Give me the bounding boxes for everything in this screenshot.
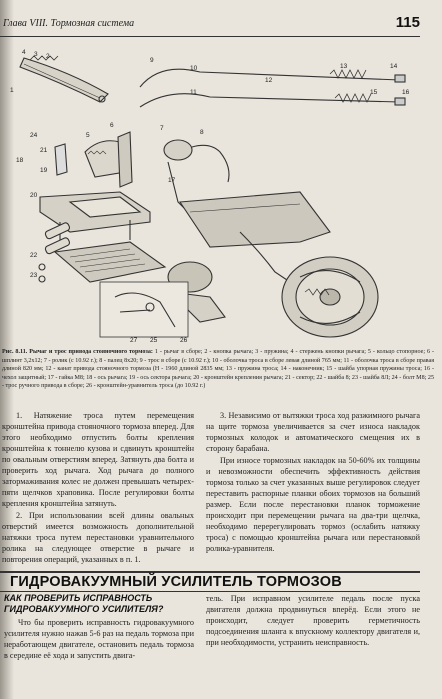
section-title: ГИДРОВАКУУМНЫЙ УСИЛИТЕЛЬ ТОРМОЗОВ bbox=[10, 574, 342, 590]
page-header bbox=[0, 14, 420, 37]
figure-label: 20 bbox=[30, 192, 38, 199]
caption-title: Рис. 8.11. Рычаг и трос привода стояночного тормоза: bbox=[2, 349, 153, 355]
section-header bbox=[0, 571, 420, 592]
figure-label: 22 bbox=[30, 252, 38, 259]
figure-label: 17 bbox=[168, 177, 176, 184]
figure-label: 8 bbox=[200, 129, 204, 136]
paragraph: При износе тормозных накладок на 50-60% их толщины и невозможности обеспечить эффективность действия тормоза только за счет указанных выше регулировок следует переставить распорные планки обоих тормозов на больший размер. Если после перестановки планок торможение происходит при перемещении рычага на два-три щелчка, необходимо перерегулировать тормоз (ослабить натяжку троса) с помощью кронштейна рычага или перестановкой ролика-уравнителя. bbox=[206, 456, 420, 553]
figure-label: 2 bbox=[46, 53, 50, 60]
figure-label: 7 bbox=[160, 125, 164, 132]
caption-text: 1 - рычаг в сборе; 2 - кнопка рычага; 3 - пружина; 4 - стержень кнопки рычага; 5 - кольцо стопорное; 6 - шплинт 3,2х12; 7 - ролик (с 10.92 г.); 8 - палец 8х20; 9 - трос в сборе (с 10.92 г.); 10 - оболочка троса в сборе левая длиной 765 мм; 11 - оболочка троса в сборе правая длиной 820 мм; 12 - канат привода стояночного тормоза (Н - 1960 длиной 2835 мм; 13 - пружина троса; 14 - наконечник; 15 - шайба упорная пружины троса; 16 - чехол защитный; 17 - гайка М8; 18 - ось рычага; 19 - ось сектора рычага; 20 - кронштейн крепления рычага; 21 - сектор; 22 - шайба 8; 23 - шайба 8Л; 24 - болт М8; 25 - трос ручного привода в сборе; 26 - кронштейн-уравнитель троса (до 10.92 г.) bbox=[2, 349, 435, 390]
figure-label: 18 bbox=[16, 157, 24, 164]
left-column bbox=[2, 410, 194, 566]
figure-label: 23 bbox=[30, 272, 38, 279]
figure-label: 19 bbox=[40, 167, 48, 174]
page-number: 115 bbox=[395, 14, 420, 31]
figure-label: 10 bbox=[190, 65, 198, 72]
figure-label: 24 bbox=[30, 132, 38, 139]
figure-label: 25 bbox=[150, 337, 158, 344]
section-right-text bbox=[206, 593, 420, 648]
figure-label: 21 bbox=[40, 147, 48, 154]
chapter-title: Глава VIII. Тормозная система bbox=[3, 18, 135, 29]
figure-label: 4 bbox=[22, 49, 26, 56]
figure-label: 14 bbox=[390, 63, 398, 70]
paragraph: 3. Независимо от вытяжки троса ход разжимного рычага на щите тормоза увеличивается за счет износа накладок тормозных колодок и автоматического смещения их в сторону барабана. bbox=[206, 411, 420, 453]
paragraph: 2. При использовании всей длины овальных отверстий имеется возможность дополнительной натяжки троса путем перестановки уравнительного ролика на следующее отверстие в рычаге и повторения операций, указанных в п. 1. bbox=[2, 511, 194, 564]
figure-label: 11 bbox=[190, 89, 197, 96]
figure-label: 5 bbox=[86, 132, 90, 139]
paragraph: Что бы проверить исправность гидровакуумного усилителя нужно нажав 5-6 раз на педаль тормоза при неработающем двигателе, остановить педаль тормоза в середине её хода и запустить двига- bbox=[4, 618, 194, 660]
section-left-text bbox=[4, 617, 194, 661]
paragraph: тель. При исправном усилителе педаль после пуска двигателя должна продвинуться вперёд. Если этого не происходит, следует проверить герметичность подсоединения шланга к впускному коллектору двигателя и, при необходимости, устранить неисправность. bbox=[206, 594, 420, 647]
figure-label: 6 bbox=[110, 122, 114, 129]
figure-label: 1 bbox=[10, 87, 14, 94]
parking-brake-figure bbox=[0, 42, 442, 347]
right-column bbox=[206, 410, 420, 555]
figure-label: 12 bbox=[265, 77, 273, 84]
paragraph: 1. Натяжение троса путем перемещения кронштейна привода стояночного тормоза вперед. Для этого необходимо отпустить болты крепления кронштейна к тоннелю кузова и сдвинуть кронштейн по овальным отверстиям вперед. Затянуть два болта и проверить ход рычага. Ход рычага до полного затормаживания колес не должен превышать четырех-пяти щелчков храповика. После регулировки болты крепления кронштейна затянуть. bbox=[2, 411, 194, 508]
figure-label: 27 bbox=[130, 337, 138, 344]
figure-label: 15 bbox=[370, 89, 378, 96]
figure-label: 3 bbox=[34, 51, 38, 58]
figure-label: 13 bbox=[340, 63, 348, 70]
figure-label: 26 bbox=[180, 337, 188, 344]
question-heading: КАК ПРОВЕРИТЬ ИСПРАВНОСТЬ ГИДРОВАКУУМНОГО УСИЛИТЕЛЯ? bbox=[4, 593, 164, 614]
figure-label: 16 bbox=[402, 89, 410, 96]
figure-caption bbox=[2, 348, 434, 391]
figure-label: 9 bbox=[150, 57, 154, 64]
